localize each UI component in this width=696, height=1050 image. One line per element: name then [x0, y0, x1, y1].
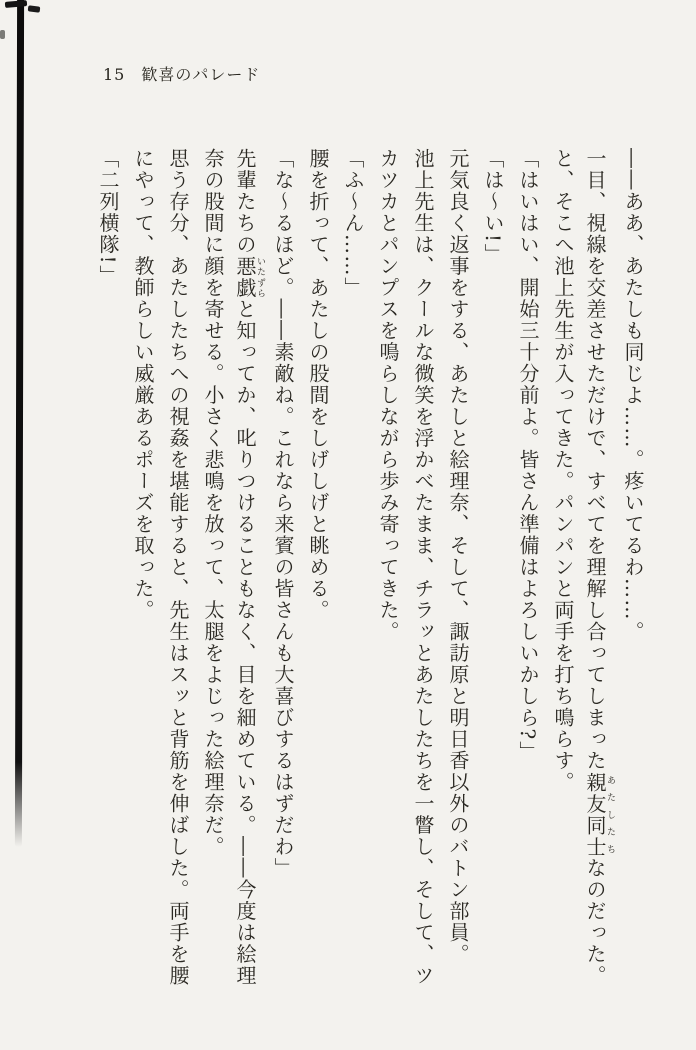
text-line: 「ふ〜ん……」 [341, 148, 365, 299]
text-line: 「二列横隊!」 [96, 148, 120, 287]
text-line: にやって、教師らしい威厳あるポーズを取った。 [131, 148, 155, 621]
ruby-annotated-word: 悪戯いたずら [233, 255, 265, 299]
text-line: 元気良く返事をする、あたしと絵理奈、そして、諏訪原と明日香以外のバトン部員。 [446, 148, 470, 965]
chapter-title: 歓喜のパレード [141, 65, 261, 84]
text-line: 一目、視線を交差させただけで、すべてを理解し合ってしまった親友同士あたしたちなのだった。 [583, 148, 615, 987]
scan-edge-artifact [15, 0, 24, 847]
text-line: 思う存分、あたしたちへの視姦を堪能すると、先生はスッと背筋を伸ばした。両手を腰 [166, 148, 190, 987]
text-line: 奈の股間に顔を寄せる。小さく悲鳴を放って、太腿をよじった絵理奈だ。 [201, 148, 225, 858]
text-line: 腰を折って、あたしの股間をしげしげと眺める。 [306, 148, 330, 621]
scan-corner-mark [28, 5, 41, 12]
ruby-annotated-word: 親友同士あたしたち [583, 771, 615, 858]
text-line: 池上先生は、クールな微笑を浮かべたまま、チラッとあたしたちを一瞥し、そして、ツ [411, 148, 435, 987]
text-line: と、そこへ池上先生が入ってきた。パンパンと両手を打ち鳴らす。 [551, 148, 575, 793]
text-columns [90, 148, 650, 1004]
page-number: 15 [103, 65, 126, 84]
scan-edge-speck [0, 30, 5, 39]
running-head [103, 62, 260, 85]
text-line: ――ああ、あたしも同じよ……。疼いてるわ……。 [621, 148, 645, 643]
text-line: 「は〜い!」 [481, 148, 505, 266]
text-line: 「な〜るほど。――素敵ね。これなら来賓の皆さんも大喜びするはずだわ」 [271, 148, 295, 879]
text-line: カツカとパンプスを鳴らしながら歩み寄ってきた。 [376, 148, 400, 643]
text-line: 先輩たちの悪戯いたずらと知ってか、叱りつけることもなく、目を細めている。――今度は絵理 [233, 148, 265, 987]
text-line: 「はいはい、開始三十分前よ。皆さん準備はよろしいかしら?」 [516, 148, 540, 763]
